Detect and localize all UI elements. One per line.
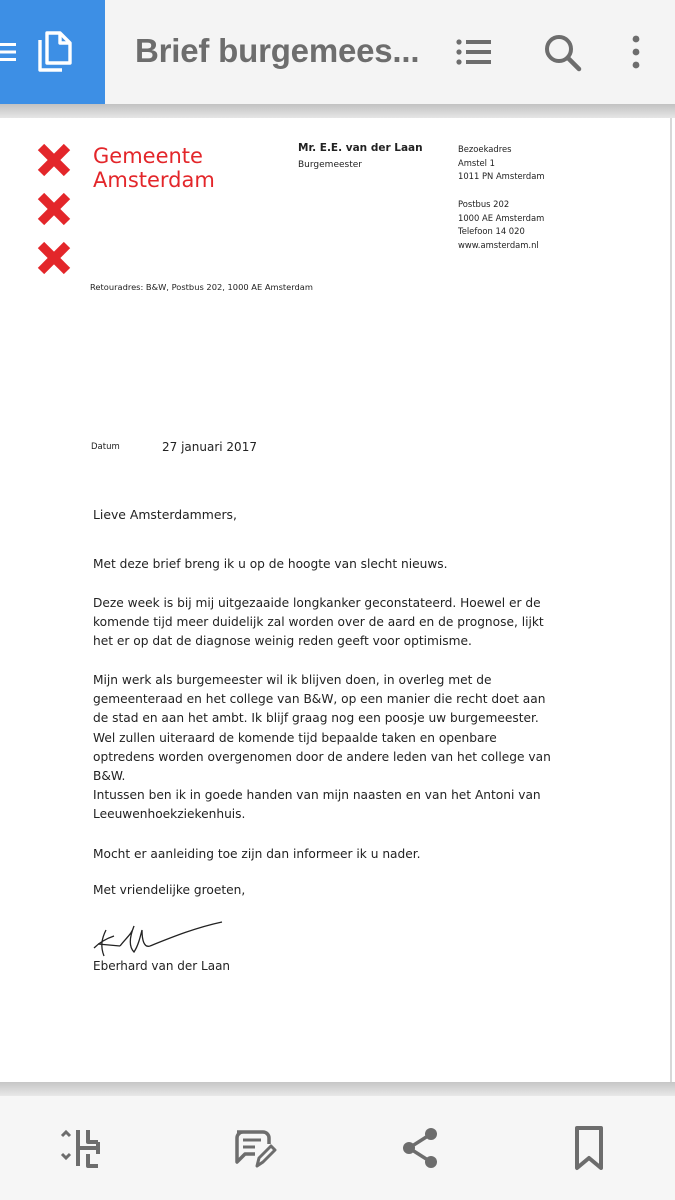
visit-address-street: Amstel 1 xyxy=(458,157,496,168)
bookmark-icon[interactable] xyxy=(565,1124,613,1172)
paragraph: Mocht er aanleiding toe zijn dan informeer ik u nader. xyxy=(93,847,421,861)
comment-icon[interactable] xyxy=(229,1124,277,1172)
app-bar-shadow xyxy=(0,104,675,118)
phone-number: Telefoon 14 020 xyxy=(458,226,525,236)
visit-address xyxy=(458,143,545,184)
document-title: Brief burgemees... xyxy=(135,32,420,69)
logo-cross-icon xyxy=(36,191,72,227)
paragraph: Met deze brief breng ik u op de hoogte van slecht nieuws. xyxy=(93,557,448,571)
postal-box: Postbus 202 xyxy=(458,199,510,209)
logo-name-line1: Gemeente xyxy=(93,144,203,168)
list-icon[interactable] xyxy=(451,30,495,74)
paragraph: Mijn werk als burgemeester wil ik blijven doen, in overleg met de gemeenteraad en het college van B&W, op een manier die recht doet aan de stad en aan het ambt. Ik blijf graag nog een poosje uw burgemeester. Wel zullen uiteraard de komende tijd bepaalde taken en openbare optredens worden overgenomen door de andere leden van het college van B&W. xyxy=(93,673,551,784)
bottom-bar-shadow xyxy=(0,1082,675,1096)
sender-title: Burgemeester xyxy=(298,160,362,170)
app-bar xyxy=(0,0,675,104)
logo-name-line2: Amsterdam xyxy=(93,168,215,192)
document-icon[interactable] xyxy=(34,30,74,74)
visit-address-heading: Bezoekadres xyxy=(458,144,512,154)
reflow-icon[interactable] xyxy=(58,1124,106,1172)
menu-icon[interactable] xyxy=(0,42,16,62)
share-icon[interactable] xyxy=(397,1124,445,1172)
logo-name xyxy=(93,144,273,192)
date-value: 27 januari 2017 xyxy=(162,440,257,454)
document-page[interactable] xyxy=(0,118,672,1082)
return-address: Retouradres: B&W, Postbus 202, 1000 AE Amsterdam xyxy=(90,282,313,292)
search-icon[interactable] xyxy=(540,30,584,74)
postal-address xyxy=(458,198,544,252)
signer-name: Eberhard van der Laan xyxy=(93,959,231,973)
paragraph: Deze week is bij mij uitgezaaide longkanker geconstateerd. Hoewel er de komende tijd meer duidelijk zal worden over de aard en de prognose, lijkt het er op dat de diagnose weinig reden geeft voor optimisme. xyxy=(93,596,544,649)
logo-cross-icon xyxy=(36,240,72,276)
app-bar-accent xyxy=(0,0,105,104)
closing: Met vriendelijke groeten, xyxy=(93,883,246,897)
paragraph: Intussen ben ik in goede handen van mijn naasten en van het Antoni van Leeuwenhoekziekenhuis. xyxy=(93,788,541,822)
logo-cross-icon xyxy=(36,142,72,178)
signature xyxy=(90,916,226,960)
visit-address-city: 1011 PN Amsterdam xyxy=(458,171,545,181)
website: www.amsterdam.nl xyxy=(458,239,539,250)
sender-name: Mr. E.E. van der Laan xyxy=(298,142,423,154)
more-vert-icon[interactable] xyxy=(614,30,658,74)
bottom-toolbar xyxy=(0,1096,675,1200)
salutation: Lieve Amsterdammers, xyxy=(93,507,237,522)
postal-city: 1000 AE Amsterdam xyxy=(458,212,545,223)
date-label: Datum xyxy=(91,442,120,452)
